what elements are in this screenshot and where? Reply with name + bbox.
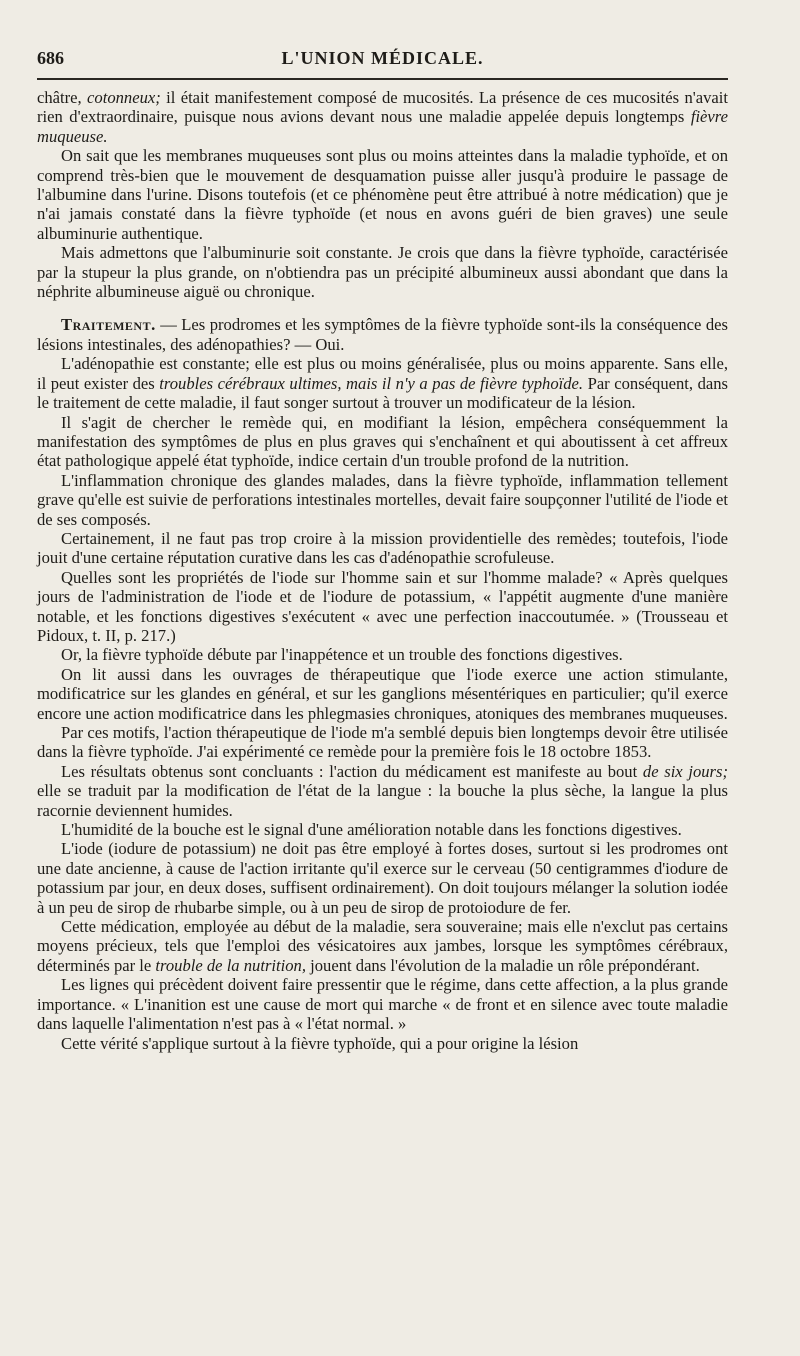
paragraph: Mais admettons que l'albuminurie soit constante. Je crois que dans la fièvre typhoïde, caractérisée par la stupeur la plus grande, on n'obtiendra pas un précipité albumineux aussi abondant que dans la néphrite albumineuse aiguë ou chronique. — [37, 243, 728, 302]
text-run: elle se traduit par la modification de l'état de la langue : la bouche la plus sèche, la langue la plus racornie deviennent humides. — [37, 781, 728, 820]
paragraph: Les lignes qui précèdent doivent faire pressentir que le régime, dans cette affection, a la plus grande importance. « L'inanition est une cause de mort qui marche « de front et en silence avec toute maladie dans laquelle l'alimentation n'est pas à « l'état normal. » — [37, 975, 728, 1034]
italic-run: fièvre muqueuse. — [37, 107, 728, 146]
italic-run: de six jours; — [642, 761, 728, 781]
text-run: châtre, — [37, 88, 88, 107]
text-run: — Les prodromes et les symptômes de la fièvre typhoïde sont-ils la conséquence des lésions intestinales, des adénopathies? — Oui. — [37, 315, 728, 354]
paragraph: On lit aussi dans les ouvrages de thérapeutique que l'iode exerce une action stimulante, modificatrice sur les glandes en général, et sur les ganglions mésentériques en particulier; qu'il exerce encore une action modificatrice dans les phlegmasies chroniques, atoniques des membranes muqueuses. — [37, 664, 728, 723]
paragraph — [37, 354, 728, 412]
paragraph: L'humidité de la bouche est le signal d'une amélioration notable dans les fonctions digestives. — [61, 820, 682, 840]
text-run: L'adénopathie est constante; elle est plus ou moins généralisée, plus ou moins apparente. Sans elle, il peut exister des — [37, 354, 728, 393]
paragraph — [37, 917, 728, 975]
paragraph: L'iode (iodure de potassium) ne doit pas être employé à fortes doses, surtout si les prodromes ont une date ancienne, à cause de l'action irritante qu'il exerce sur le cerveau (50 centigrammes d'iodure de potassium par jour, en deux doses, suffisent ordinairement). On doit toujours mélanger la solution iodée à un peu de sirop de rhubarbe simple, ou à un peu de sirop de protoiodure de fer. — [37, 839, 728, 917]
header-rule — [37, 78, 728, 80]
paragraph: Cette vérité s'applique surtout à la fièvre typhoïde, qui a pour origine la lésion — [61, 1033, 579, 1053]
page-number: 686 — [37, 48, 64, 68]
section-paragraph — [37, 315, 728, 354]
body-text — [37, 88, 728, 1053]
paragraph: On sait que les membranes muqueuses sont plus ou moins atteintes dans la maladie typhoïde, et on comprend très-bien que le mouvement de desquamation puisse aller jusqu'à produire le passage de l'albumine dans l'urine. Disons toutefois (et ce phénomène peut être attribué à notre médication) que je n'ai jamais constaté dans la fièvre typhoïde (et nous en avons guéri de bien graves) une seule albuminurie authentique. — [37, 146, 728, 243]
text-run: Par conséquent, dans le traitement de cette maladie, il faut songer surtout à trouver un modificateur de la lésion. — [37, 373, 728, 413]
paragraph: Or, la fièvre typhoïde débute par l'inappétence et un trouble des fonctions digestives. — [61, 645, 623, 665]
text-run: il était manifestement composé de mucosités. La présence de ces mucosités n'avait rien d'extraordinaire, puisque nous avions devant nous une maladie appelée depuis longtemps — [37, 88, 729, 127]
paragraph: Quelles sont les propriétés de l'iode sur l'homme sain et sur l'homme malade? « Après quelques jours de l'administration de l'iode et de l'iodure de potassium, « l'appétit augmente d'une manière notable, et les fonctions digestives s'exécutent « avec une perfection inaccoutumée. » (Trousseau et Pidoux, t. II, p. 217.) — [37, 567, 728, 645]
italic-run: trouble de la nutrition, — [155, 955, 306, 975]
text-run: Cette médication, employée au début de la maladie, sera souveraine; mais elle n'exclut pas certains moyens précieux, tels que l'emploi des vésicatoires aux jambes, lorsque les symptômes cérébraux, déterminés par le — [37, 917, 728, 975]
paragraph — [37, 88, 728, 146]
paragraph — [37, 762, 728, 820]
paragraph: Il s'agit de chercher le remède qui, en modifiant la lésion, empêchera conséquemment la manifestation des symptômes de plus en plus graves qui s'enchaînent et qui aboutissent à cet affreux état pathologique appelé état typhoïde, indice certain d'un trouble profond de la nutrition. — [37, 412, 728, 471]
text-run: jouent dans l'évolution de la maladie un rôle prépondérant. — [306, 955, 700, 975]
page-header — [37, 44, 728, 74]
text-run: Les résultats obtenus sont concluants : l'action du médicament est manifeste au bout — [61, 761, 643, 781]
section-heading: Traitement. — [61, 315, 156, 335]
italic-run: troubles cérébraux ultimes, mais il n'y a pas de fièvre typhoïde. — [159, 373, 584, 393]
paragraph: Certainement, il ne faut pas trop croire à la mission providentielle des remèdes; toutefois, l'iode jouit d'une certaine réputation curative dans les cas d'adénopathie scrofuleuse. — [37, 528, 728, 568]
running-title: L'UNION MÉDICALE. — [281, 48, 484, 68]
italic-run: cotonneux; — [87, 88, 161, 107]
paragraph: Par ces motifs, l'action thérapeutique de l'iode m'a semblé depuis bien longtemps devoir être utilisée dans la fièvre typhoïde. J'ai expérimenté ce remède pour la première fois le 18 octobre 1853. — [37, 723, 728, 762]
paragraph: L'inflammation chronique des glandes malades, dans la fièvre typhoïde, inflammation tellement grave qu'elle est suivie de perforations intestinales mortelles, devait faire soupçonner l'utilité de l'iode et de ses composés. — [37, 470, 728, 529]
